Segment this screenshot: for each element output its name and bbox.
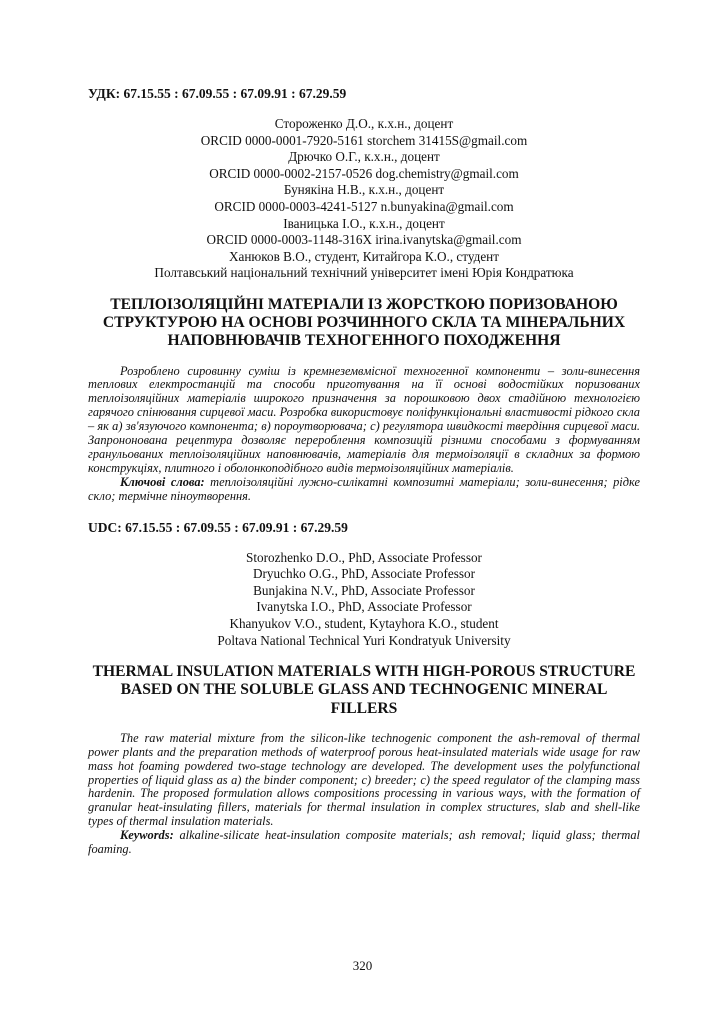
author-line: ORCID 0000-0003-4241-5127 n.bunyakina@gmail.com	[214, 198, 514, 214]
keywords-label: Ключові слова:	[120, 474, 205, 489]
author-line: ORCID 0000-0003-1148-316X irina.ivanytska@gmail.com	[206, 232, 522, 248]
authors-block-en	[88, 550, 640, 650]
author-line: Стороженко Д.О., к.х.н., доцент	[274, 116, 454, 131]
paper-page	[88, 86, 640, 857]
abstract-ua: Розроблено сировинну суміш із кремнеземвмісної техногенної компоненти – золи-винесення теплових електростанцій та способи приготування на її основі водостійких поризованих теплоізоляційних матеріалів широкого призначення за порошковою двох стадійною технологією гарячого спінювання сирцевої маси. Розробка використовує поліфункціональні властивості рідкого скла – як а) зв'язуючого компонента; в) пороутворювача; с) регулятора швидкості твердіння сирцевої маси. Запрононована рецептура дозволяє перероблення композицій різними способами з формуванням гранульованих теплоізоляційних наповнювачів, матеріалів для термоізоляції в складних за формою конструкціях, плитного і оболонкоподібного видів термоізоляційних матеріалів.	[88, 363, 640, 475]
author-line: Bunjakina N.V., PhD, Associate Professor	[253, 582, 475, 598]
author-line: Дрючко О.Г., к.х.н., доцент	[288, 149, 440, 165]
keywords-label: Keywords:	[120, 828, 174, 843]
author-line: Іваницька І.О., к.х.н., доцент	[283, 215, 445, 231]
authors-block-ua	[88, 116, 640, 282]
affiliation: Полтавський національний технічний університет імені Юрія Кондратюка	[154, 265, 574, 281]
author-line: Khanyukov V.O., student, Kytayhora K.O., student	[229, 615, 499, 631]
keywords-ua	[88, 476, 640, 504]
author-line: ORCID 0000-0001-7920-5161 storchem 31415S@gmail.com	[200, 132, 528, 148]
author-line: Dryuchko O.G., PhD, Associate Professor	[253, 566, 475, 582]
author-line: Storozhenko D.O., PhD, Associate Professor	[246, 549, 482, 565]
paper-title-en: THERMAL INSULATION MATERIALS WITH HIGH-POROUS STRUCTURE BASED ON THE SOLUBLE GLASS AND TECHNOGENIC MINERAL FILLERS	[92, 663, 636, 717]
author-line: Ivanytska I.O., PhD, Associate Professor	[256, 599, 472, 615]
paper-title-ua: ТЕПЛОІЗОЛЯЦІЙНІ МАТЕРІАЛИ ІЗ ЖОРСТКОЮ ПОРИЗОВАНОЮ СТРУКТУРОЮ НА ОСНОВІ РОЗЧИННОГО СКЛА ТА МІНЕРАЛЬНИХ НАПОВНЮВАЧІВ ТЕХНОГЕННОГО ПОХОДЖЕННЯ	[102, 295, 626, 350]
keywords-text: alkaline-silicate heat-insulation composite materials; ash removal; liquid glass; thermal foaming.	[88, 828, 640, 857]
keywords-text: теплоізоляційні лужно-силікатні композитні матеріали; золи-винесення; рідке скло; термічне піноутворення.	[88, 474, 640, 503]
author-line: Ханюков В.О., студент, Китайгора К.О., студент	[228, 248, 500, 264]
abstract-en: The raw material mixture from the silicon-like technogenic component the ash-removal of thermal power plants and the preparation methods of waterproof porous heat-insulated materials wide usage for raw mass hot foaming powdered two-stage technology are developed. The development uses the polyfunctional properties of liquid glass as a) the binder component; c) breeder; c) the speed regulator of the clamping mass hardenin. The proposed formulation allows compositions processing in various ways, with the formation of granular heat-insulating fillers, materials for thermal insulation in complex structures, slab and shell-like types of thermal insulation materials.	[88, 730, 640, 829]
udc-code-en: UDC: 67.15.55 : 67.09.55 : 67.09.91 : 67.29.59	[88, 519, 348, 535]
affiliation: Poltava National Technical Yuri Kondratyuk University	[217, 632, 511, 648]
udc-code-ua: УДК: 67.15.55 : 67.09.55 : 67.09.91 : 67.29.59	[88, 86, 347, 101]
keywords-en	[88, 829, 640, 857]
page-number: 320	[352, 958, 373, 973]
author-line: ORCID 0000-0002-2157-0526 dog.chemistry@gmail.com	[209, 165, 519, 181]
author-line: Бунякіна Н.В., к.х.н., доцент	[283, 182, 445, 198]
